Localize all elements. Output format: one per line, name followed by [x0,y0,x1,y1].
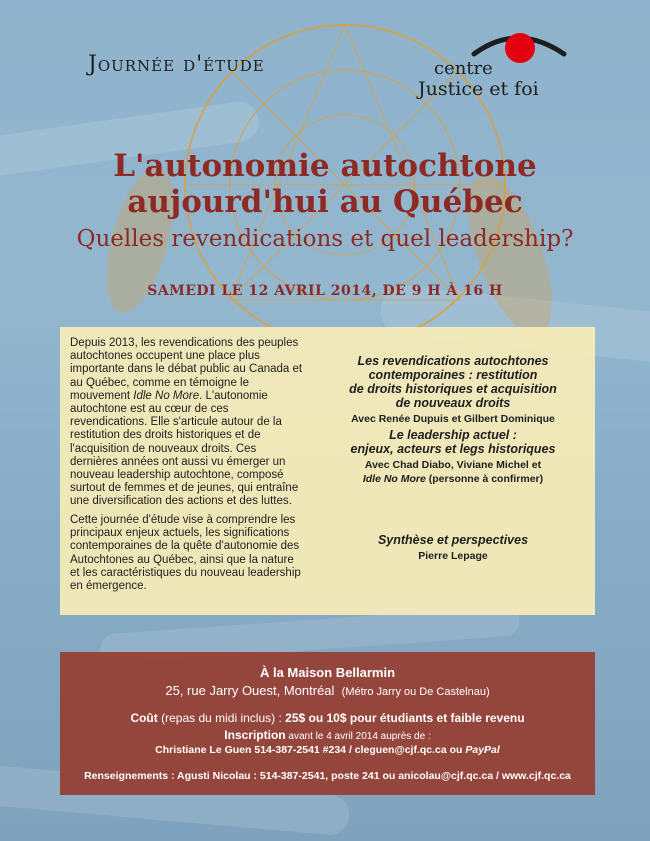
session-title-line: Les revendications autochtones [357,354,549,368]
session-speakers: Avec Renée Dupuis et Gilbert Dominique [351,413,555,425]
session-title-line: contemporaines : restitution [368,368,538,382]
event-date: SAMEDI LE 12 AVRIL 2014, DE 9 H À 16 H [147,283,503,299]
registration-contact [60,744,595,756]
page-title-line1: L'autonomie autochtone [113,148,537,184]
organization-name-line2: Justice et foi [418,78,539,100]
session-title-line: de nouveaux droits [395,396,511,410]
practical-info-box [60,652,595,795]
program-session-3 [322,533,584,563]
cost-label: Coût [130,711,158,725]
organization-name-line1: centre [434,58,493,79]
cost-line [60,711,595,725]
session-title-line: Le leadership actuel : [389,428,517,442]
session-title-line: de droits historiques et acquisition [349,382,557,396]
registration-line [60,728,595,742]
description-text: Depuis 2013, les revendications des peuples autochtones occupent une place plus importante dans le débat public au Canada et au Québec, comme en témoigne le mouvement [70,337,303,402]
session-speakers: Pierre Lepage [418,550,488,562]
description-paragraph-2: Cette journée d'étude vise à comprendre les principaux enjeux actuels, les significations contemporaines de la quête d'autonomie des Autochtones au Québec, ainsi que la nature et les caractéristiques du nouveau leadership en émergence. [70,514,301,593]
description-text: . L'autonomie autochtone est au cœur de ces revendications. Elle s'articule autour de la restitution des droits historiques et de l'acquisition de nouveaux droits. Ces dernières années ont aussi vu émerger un nouveau leadership autochtone, composé surtout de femmes et de jeunes, qui entraîne une diversification des actions et des luttes. [70,389,299,508]
cost-note: (repas du midi inclus) : [157,711,286,725]
information-contact: Renseignements : Agusti Nicolau : 514-387-2541, poste 241 ou anicolau@cjf.qc.ca / www.cjf.qc.ca [84,770,571,782]
session-speakers [322,458,584,486]
page-subtitle: Quelles revendications et quel leadership? [76,226,574,252]
contact-text: Christiane Le Guen 514-387-2541 #234 / cleguen@cjf.qc.ca ou [155,744,466,756]
movement-name: Idle No More [133,389,200,402]
program-session-1 [322,354,584,426]
session-title: Synthèse et perspectives [377,533,529,547]
venue-address [60,683,595,698]
cost-value: 25$ ou 10$ pour étudiants et faible revenu [285,711,525,725]
session-title-line: enjeux, acteurs et legs historiques [350,442,556,456]
paypal-link[interactable]: PayPal [465,744,500,756]
page-title-line2: aujourd'hui au Québec [127,184,523,220]
program-session-2 [322,428,584,486]
address-text: 25, rue Jarry Ouest, Montréal [165,683,335,698]
metro-note: (Métro Jarry ou De Castelnau) [341,686,490,698]
speakers-note: (personne à confirmer) [425,473,544,485]
speakers-line: Avec Chad Diabo, Viviane Michel et [364,459,542,471]
session-title [322,428,584,456]
session-title [322,354,584,410]
speakers-line [322,472,584,486]
movement-name: Idle No More [362,473,426,485]
event-type-label: Journée d'étude [88,52,265,77]
registration-deadline: avant le 4 avril 2014 auprès de : [285,731,431,742]
description-box [60,327,595,615]
registration-label: Inscription [224,728,286,742]
venue-name: À la Maison Bellarmin [259,665,396,680]
description-paragraph-1 [70,337,306,509]
